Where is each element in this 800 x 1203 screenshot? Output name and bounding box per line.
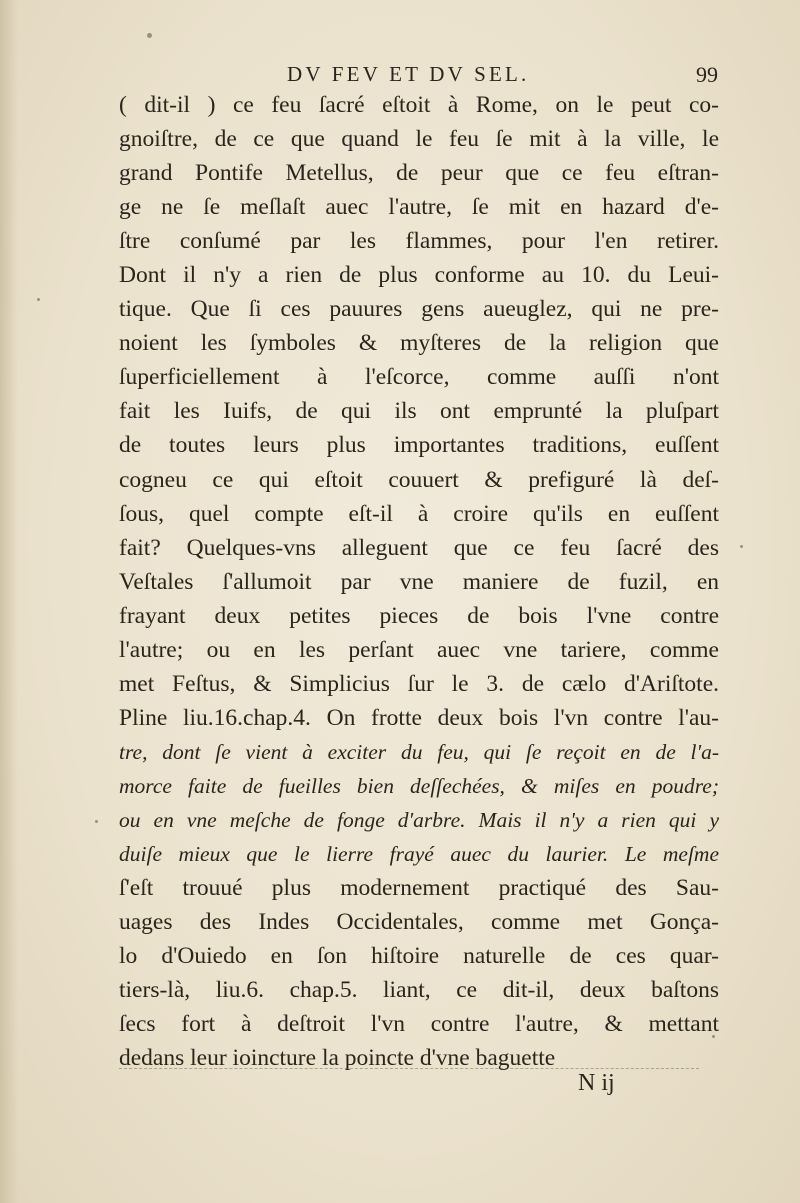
text-line: tiers-là, liu.6. chap.5. liant, ce dit-il, deux baſtons — [119, 977, 719, 1004]
text-line-italic: duiſe mieux que le lierre frayé auec du laurier. Le meſme — [119, 842, 719, 867]
text-line: frayant deux petites pieces de bois l'vne contre — [119, 602, 719, 629]
text-line: l'autre; ou en les perſant auec vne tariere, comme — [119, 636, 719, 663]
text-line-italic: morce faite de fueilles bien deſſechées, & miſes en poudre; — [119, 773, 719, 798]
text-line-italic: tre, dont ſe vient à exciter du feu, qui ſe reçoit en de l'a- — [119, 739, 719, 764]
text-line: cogneu ce qui eſtoit couuert & prefiguré là deſ- — [119, 466, 719, 493]
signature-mark: N ij — [578, 1070, 615, 1096]
text-line: gnoiſtre, de ce que quand le feu ſe mit à la ville, le — [119, 126, 719, 153]
text-line: tique. Que ſi ces pauures gens aueuglez, qui ne pre- — [119, 296, 719, 323]
text-line: Veſtales ſ'allumoit par vne maniere de fuzil, en — [119, 568, 719, 595]
text-line: fait les Iuifs, de qui ils ont emprunté la pluſpart — [119, 398, 719, 425]
running-title: DV FEV ET DV SEL. — [287, 62, 530, 86]
text-line: de toutes leurs plus importantes traditions, euſſent — [119, 432, 719, 459]
page-number: 99 — [696, 62, 718, 87]
page-gutter-shadow — [0, 0, 18, 1203]
text-line: ſuperficiellement à l'eſcorce, comme auſſi n'ont — [119, 364, 719, 391]
text-line: dedans leur ioincture la poincte d'vne baguette — [119, 1045, 556, 1072]
text-line: Dont il n'y a rien de plus conforme au 10. du Leui- — [119, 262, 719, 289]
text-line: met Feſtus, & Simplicius ſur le 3. de cælo d'Ariſtote. — [119, 670, 719, 697]
text-line: ſtre conſumé par les flammes, pour l'en retirer. — [119, 228, 719, 255]
paper-speck — [740, 545, 743, 548]
paper-speck — [37, 298, 40, 301]
paper-speck — [147, 33, 152, 38]
text-line: Pline liu.16.chap.4. On frotte deux bois l'vn contre l'au- — [119, 704, 719, 731]
text-line: ( dit-il ) ce feu ſacré eſtoit à Rome, on le peut co- — [119, 92, 719, 118]
text-line: ſecs fort à deſtroit l'vn contre l'autre, & mettant — [119, 1011, 719, 1038]
text-line-italic: ou en vne meſche de fonge d'arbre. Mais il n'y a rien qui y — [119, 807, 719, 832]
text-line: noient les ſymboles & myſteres de la religion que — [119, 330, 719, 357]
text-line: uages des Indes Occidentales, comme met Gonça- — [119, 909, 719, 936]
text-line: fait? Quelques-vns alleguent que ce feu ſacré des — [119, 534, 719, 561]
text-line: lo d'Ouiedo en ſon hiſtoire naturelle de ces quar- — [119, 943, 719, 970]
paper-speck — [95, 820, 98, 823]
text-line: ſ'eſt trouué plus modernement practiqué des Sau- — [119, 875, 719, 902]
text-line: grand Pontife Metellus, de peur que ce feu eſtran- — [119, 160, 719, 187]
text-line: ſous, quel compte eſt-il à croire qu'ils en euſſent — [119, 500, 719, 527]
body-text — [119, 88, 719, 1075]
text-line: ge ne ſe meſlaſt auec l'autre, ſe mit en hazard d'e- — [119, 194, 719, 221]
